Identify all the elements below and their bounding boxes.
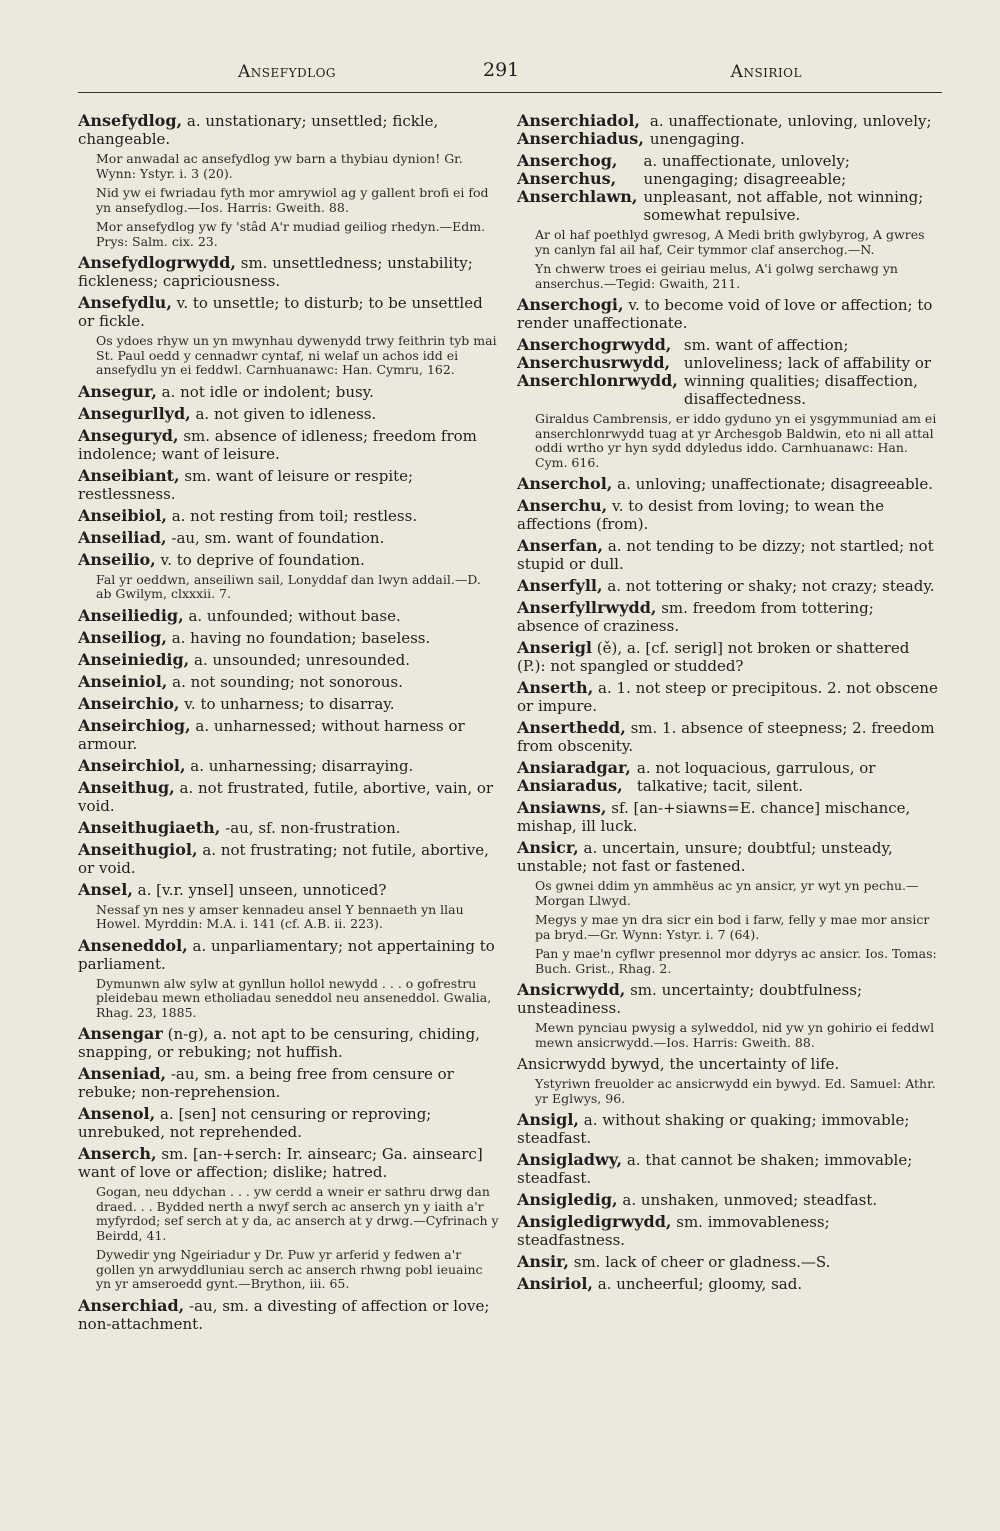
citation: Giraldus Cambrensis, er iddo gyduno yn ei ysgymmuniad am ei anserchlonrwydd tuag at yr Archesgob Baldwin, eto ni all attal oddi wrtho yr hyn sydd ddyledus iddo. Carnhuanawc: Han. Cym. 616.	[535, 411, 937, 470]
citation: Nessaf yn nes y amser kennadeu ansel Y bennaeth yn llau Howel. Myrddin: M.A. i. 141 (cf. A.B. ii. 223).	[96, 901, 464, 931]
definition: (n-g), a. not apt to be censuring, chiding, snapping, or rebuking; not huffish.	[78, 1025, 480, 1061]
dictionary-entry	[78, 507, 500, 525]
headword: Anserfyll,	[517, 576, 603, 595]
definition: a. unsounded; unresounded.	[194, 650, 411, 669]
headword: Ansegur,	[78, 381, 157, 401]
headword: Ansicr,	[517, 838, 579, 857]
definition: a. not tending to be dizzy; not startled; not stupid or dull.	[517, 537, 934, 573]
definition: sm. want of affection; unloveliness; lack of affability or winning qualities; disaffection, disaffectedness.	[683, 336, 932, 408]
headword: Anseilio,	[78, 549, 156, 569]
citation: Os ydoes rhyw un yn mwynhau dywenydd trwy feithrin tyb mai St. Paul oedd y cennadwr cyntaf, ni welaf un achos idd ei ansefydlu yn ei feddwl. Carnhuanawc: Han. Cymru, 162.	[96, 333, 497, 377]
definition: -au, sm. a divesting of affection or love; non-attachment.	[78, 1296, 490, 1333]
dictionary-entry	[517, 475, 939, 493]
headword: Ansiaradus,	[517, 776, 623, 795]
dictionary-entry	[78, 607, 500, 625]
headword-group	[517, 112, 644, 148]
headword: Anserfyllrwydd,	[517, 598, 657, 617]
dictionary-entry	[517, 296, 939, 332]
dictionary-entry	[78, 383, 500, 401]
headword: Ansiaradgar,	[517, 758, 631, 777]
headword: Ansenol,	[78, 1104, 156, 1123]
dictionary-entry	[517, 1213, 939, 1249]
definition: a. unloving; unaffectionate; disagreeable.	[617, 475, 934, 493]
dictionary-entry	[78, 294, 500, 330]
headword: Anseneddol,	[78, 935, 188, 955]
headword: Ansigl,	[517, 1110, 579, 1129]
definition: a. unaffectionate, unloving, unlovely; unengaging.	[649, 112, 932, 148]
definition: a. unstationary; unsettled; fickle, changeable.	[78, 112, 439, 148]
dictionary-entry	[78, 1105, 500, 1141]
definition: v. to unharness; to disarray.	[184, 694, 395, 713]
citation: Dymunwn alw sylw at gynllun hollol newydd . . . o gofrestru pleidebau mewn etholiadau seneddol neu anseneddol. Gwalia, Rhag. 23, 1885.	[96, 975, 492, 1020]
page-number: 291	[483, 59, 520, 81]
dictionary-entry	[78, 1145, 500, 1181]
page-header	[78, 58, 942, 93]
dictionary-entry-group	[517, 759, 939, 795]
headword: Anserchus,	[517, 169, 617, 188]
definition: a. without shaking or quaking; immovable; steadfast.	[517, 1111, 910, 1147]
dictionary-entry	[517, 839, 939, 875]
dictionary-entry	[517, 981, 939, 1017]
dictionary-entry	[78, 551, 500, 569]
headword: Anserchog,	[517, 151, 618, 170]
definition: a. uncheerful; gloomy, sad.	[597, 1275, 803, 1293]
definition: a. unparliamentary; not appertaining to parliament.	[78, 936, 495, 973]
definition: a. uncertain, unsure; doubtful; unsteady, unstable; not fast or fastened.	[517, 839, 893, 875]
citation: Os gwnei ddim yn ammhëus ac yn ansicr, yr wyt yn pechu.—Morgan Llwyd.	[535, 878, 919, 908]
dictionary-entry	[517, 599, 939, 635]
definition: a. unaffectionate, unlovely; unengaging; disagreeable; unpleasant, not affable, not winning; somewhat repulsive.	[643, 152, 924, 224]
definition: v. to become void of love or affection; to render unaffectionate.	[517, 296, 933, 332]
definition: a. not resting from toil; restless.	[171, 506, 418, 525]
headword: Ansengar	[78, 1024, 163, 1043]
dictionary-entry	[517, 1253, 939, 1271]
headword: Anserthedd,	[517, 718, 626, 737]
dictionary-entry	[78, 757, 500, 775]
definition: v. to unsettle; to disturb; to be unsettled or fickle.	[78, 294, 483, 330]
headword: Ansefydlogrwydd,	[78, 253, 236, 272]
headword-group	[517, 336, 678, 408]
headword: Anserchiadus,	[517, 129, 644, 148]
dictionary-entry	[78, 529, 500, 547]
citation: Gogan, neu ddychan . . . yw cerdd a wneir er sathru drwg dan draed. . . Bydded nerth a nwyf serch ac anserch yn y iaith a'r myfyrdod; sef serch at y da, ac anserch at y drwg.—Cyfrinach y Beirdd, 41.	[96, 1184, 499, 1243]
definition: sm. freedom from tottering; absence of craziness.	[517, 599, 874, 635]
definition: sm. uncertainty; doubtfulness; unsteadiness.	[517, 981, 863, 1017]
dictionary-entry-group	[517, 152, 939, 224]
dictionary-entry	[517, 639, 939, 675]
header-last-word: Ansiriol	[730, 62, 802, 82]
dictionary-entry	[78, 695, 500, 713]
definition: sm. 1. absence of steepness; 2. freedom from obscenity.	[517, 719, 935, 755]
definition: a. not frustrated, futile, abortive, vain, or void.	[78, 778, 494, 815]
definition: a. not frustrating; not futile, abortive, or void.	[78, 840, 489, 877]
headword: Anseiniedig,	[78, 649, 190, 669]
dictionary-entry	[78, 467, 500, 503]
dictionary-entry-group	[517, 336, 939, 408]
headword: Anserchol,	[517, 474, 613, 493]
citation: Ystyriwn freuolder ac ansicrwydd ein bywyd. Ed. Samuel: Athr. yr Eglwys, 96.	[535, 1076, 936, 1106]
headword: Anseithugiaeth,	[78, 817, 221, 837]
citation: Ar ol haf poethlyd gwresog, A Medi brith gwlybyrog, A gwres yn canlyn fal ail haf, Ceir tymmor claf anserchog.—N.	[535, 227, 925, 257]
definition: -au, sf. non-frustration.	[225, 818, 401, 837]
headword: Ansefydlog,	[78, 112, 183, 130]
headword: Anseithugiol,	[78, 839, 198, 859]
citation: Mewn pynciau pwysig a sylweddol, nid yw yn gohirio ei feddwl mewn ansicrwydd.—Ios. Harris: Gweith. 88.	[535, 1020, 935, 1050]
dictionary-entry	[78, 717, 500, 753]
definition: sm. lack of cheer or gladness.—S.	[573, 1253, 831, 1271]
dictionary-entry	[517, 1191, 939, 1209]
headword: Anserch,	[78, 1144, 157, 1163]
dictionary-entry	[78, 673, 500, 691]
headword: Anseguryd,	[78, 425, 179, 445]
citation: Mor anwadal ac ansefydlog yw barn a thybiau dynion! Gr. Wynn: Ystyr. i. 3 (20).	[96, 151, 463, 181]
headword: Ansegurllyd,	[78, 403, 191, 423]
headword: Anserchiadol,	[517, 112, 640, 130]
dictionary-entry	[78, 779, 500, 815]
headword: Anseirchio,	[78, 693, 180, 713]
dictionary-entry	[517, 1111, 939, 1147]
headword: Anseniad,	[78, 1064, 167, 1083]
dictionary-entry	[78, 937, 500, 973]
definition: v. to deprive of foundation.	[160, 550, 365, 569]
definition: a. not tottering or shaky; not crazy; steady.	[607, 577, 935, 595]
dictionary-entry	[517, 537, 939, 573]
definition: a. not sounding; not sonorous.	[172, 672, 403, 691]
dictionary-entry	[78, 427, 500, 463]
headword: Anseithug,	[78, 777, 175, 797]
dictionary-entry	[78, 1025, 500, 1061]
dictionary-entry	[517, 679, 939, 715]
dictionary-entry	[517, 1055, 939, 1073]
headword: Anseibiol,	[78, 505, 167, 525]
definition: a. that cannot be shaken; immovable; steadfast.	[517, 1151, 913, 1187]
dictionary-entry	[78, 629, 500, 647]
headword: Ansefydlu,	[78, 293, 172, 312]
headword: Anseibiant,	[78, 465, 180, 485]
headword: Anserchusrwydd,	[517, 353, 671, 372]
headword: Ansel,	[78, 879, 133, 899]
right-column	[517, 112, 939, 1412]
headword: Ansir,	[517, 1252, 569, 1271]
dictionary-entry	[78, 819, 500, 837]
definition: a. not loquacious, garrulous, or talkative; tacit, silent.	[636, 759, 876, 795]
headword-group	[517, 759, 631, 795]
definition: a. [sen] not censuring or reproving; unrebuked, not reprehended.	[78, 1105, 432, 1141]
headword: Anserchogrwydd,	[517, 335, 672, 354]
headword: Anseiliedig,	[78, 605, 184, 625]
headword: Ansigledig,	[517, 1190, 618, 1209]
definition: sf. [an-+siawns=E. chance] mischance, mishap, ill luck.	[517, 799, 911, 835]
dictionary-entry	[517, 799, 939, 835]
dictionary-entry-group	[517, 112, 939, 148]
definition: a. unharnessed; without harness or armour.	[78, 716, 465, 753]
definition: sm. [an-+serch: Ir. ainsearc; Ga. ainsearc] want of love or affection; dislike; hatred.	[78, 1145, 483, 1181]
citation: Yn chwerw troes ei geiriau melus, A'i golwg serchawg yn anserchus.—Tegid: Gwaith, 211.	[535, 261, 898, 291]
definition: (ě), a. [cf. serigl] not broken or shattered (P.): not spangled or studded?	[517, 639, 910, 675]
definition: a. unharnessing; disarraying.	[190, 756, 414, 775]
dictionary-entry	[78, 1065, 500, 1101]
citation: Pan y mae'n cyflwr presennol mor ddyrys ac ansicr. Ios. Tomas: Buch. Grist., Rhag. 2.	[535, 946, 937, 976]
citation: Nid yw ei fwriadau fyth mor amrywiol ag y gallent brofi ei fod yn ansefydlog.—Ios. Harris: Gweith. 88.	[96, 185, 489, 215]
citation: Fal yr oeddwn, anseiliwn sail, Lonyddaf dan lwyn addail.—D. ab Gwilym, clxxxii. 7.	[96, 571, 481, 601]
dictionary-entry	[517, 1151, 939, 1187]
headword: Anseiliad,	[78, 527, 167, 547]
dictionary-entry	[517, 1275, 939, 1293]
left-column	[78, 112, 500, 1442]
headword: Anserchogi,	[517, 295, 624, 314]
header-first-word: Ansefydlog	[238, 62, 337, 82]
dictionary-entry	[517, 577, 939, 595]
definition: a. not given to idleness.	[195, 404, 377, 423]
headword: Ansigledigrwydd,	[517, 1212, 672, 1231]
definition: sm. unsettledness; unstability; fickleness; capriciousness.	[78, 254, 473, 290]
dictionary-entry	[78, 1297, 500, 1333]
citation: Dywedir yng Ngeiriadur y Dr. Puw yr arferid y fedwen a'r gollen yn arwyddluniau serch ac anserch rhwng pobl ieuainc yn yr amseroedd gynt.—Brython, iii. 65.	[96, 1247, 483, 1291]
headword: Anserigl	[517, 638, 593, 657]
headword: Anserchlawn,	[517, 187, 638, 206]
headword: Anserchlonrwydd,	[517, 371, 678, 390]
definition: sm. want of leisure or respite; restlessness.	[78, 466, 414, 503]
headword: Anserth,	[517, 678, 594, 697]
dictionary-entry	[517, 497, 939, 533]
headword: Anseiliog,	[78, 627, 167, 647]
headword: Ansicrwydd,	[517, 980, 626, 999]
definition: a. 1. not steep or precipitous. 2. not obscene or impure.	[517, 679, 938, 715]
definition: a. not idle or indolent; busy.	[161, 382, 374, 401]
headword-group	[517, 152, 637, 224]
definition: a. [v.r. ynsel] unseen, unnoticed?	[137, 880, 387, 899]
definition: -au, sm. a being free from censure or rebuke; non-reprehension.	[78, 1065, 454, 1101]
headword: Ansiawns,	[517, 798, 607, 817]
definition: Ansicrwydd bywyd, the uncertainty of life.	[517, 1055, 840, 1073]
headword: Ansigladwy,	[517, 1150, 623, 1169]
headword: Anseirchiog,	[78, 715, 191, 735]
dictionary-entry	[78, 254, 500, 290]
headword: Anserchiad,	[78, 1295, 185, 1315]
definition: sm. absence of idleness; freedom from indolence; want of leisure.	[78, 426, 477, 463]
definition: a. unshaken, unmoved; steadfast.	[622, 1191, 878, 1209]
dictionary-entry	[78, 651, 500, 669]
headword: Anseirchiol,	[78, 755, 186, 775]
citation: Mor ansefydlog yw fy 'stâd A'r mudiad geiliog rhedyn.—Edm. Prys: Salm. cix. 23.	[96, 219, 486, 249]
headword: Anserfan,	[517, 536, 604, 555]
headword: Ansiriol,	[517, 1274, 593, 1293]
definition: sm. immovableness; steadfastness.	[517, 1213, 830, 1249]
dictionary-entry	[78, 112, 500, 148]
dictionary-entry	[78, 405, 500, 423]
dictionary-entry	[517, 719, 939, 755]
definition: a. unfounded; without base.	[188, 606, 401, 625]
definition: v. to desist from loving; to wean the affections (from).	[517, 497, 884, 533]
definition: a. having no foundation; baseless.	[171, 628, 431, 647]
definition: -au, sm. want of foundation.	[171, 528, 385, 547]
headword: Anserchu,	[517, 496, 608, 515]
dictionary-entry	[78, 841, 500, 877]
headword: Anseiniol,	[78, 671, 168, 691]
citation: Megys y mae yn dra sicr ein bod i farw, felly y mae mor ansicr pa bryd.—Gr. Wynn: Ystyr. i. 7 (64).	[535, 912, 930, 942]
dictionary-entry	[78, 881, 500, 899]
